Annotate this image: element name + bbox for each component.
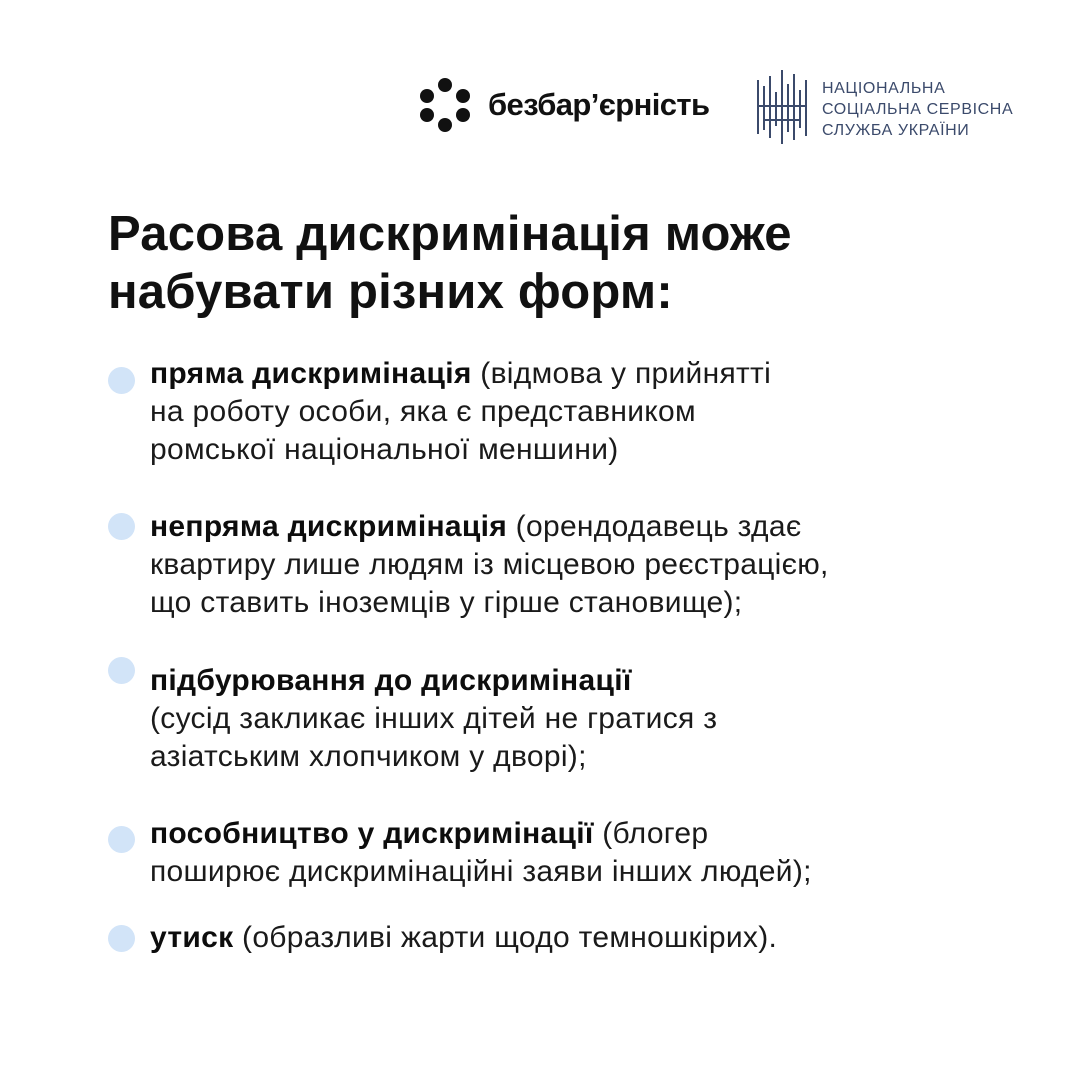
brand-name: безбар’єрність xyxy=(488,87,710,122)
item-term: підбурювання до дискримінації xyxy=(150,664,632,697)
item-desc: ромської національної меншини) xyxy=(150,433,619,466)
list-item-text xyxy=(150,662,1010,776)
item-desc: (відмова у прийнятті xyxy=(471,357,772,390)
bullet-dot-icon xyxy=(108,367,135,394)
item-term: утиск xyxy=(150,921,234,954)
list-item-text xyxy=(150,508,1010,622)
list-item-text xyxy=(150,919,1010,957)
nssu-line: СЛУЖБА УКРАЇНИ xyxy=(822,122,970,139)
item-desc: квартиру лише людям із місцевою реєстрацією, xyxy=(150,548,829,581)
title-line: Расова дискримінація може xyxy=(108,207,792,261)
nssu-emblem-icon xyxy=(754,62,814,152)
nssu-line: НАЦІОНАЛЬНА xyxy=(822,80,946,97)
page-title xyxy=(108,205,1008,321)
item-term: непряма дискримінація xyxy=(150,510,508,543)
header-logos xyxy=(418,62,1038,162)
nssu-wordmark xyxy=(822,78,1013,141)
list-item-text xyxy=(150,815,1010,891)
item-desc: що ставить іноземців у гірше становище); xyxy=(150,586,743,619)
item-term: пособництво у дискримінації xyxy=(150,817,594,850)
bullet-dot-icon xyxy=(108,657,135,684)
item-desc: (образливі жарти щодо темношкірих). xyxy=(233,921,778,954)
list-item-text xyxy=(150,355,1010,469)
bezbarernist-logo xyxy=(418,78,709,132)
item-desc: (орендодавець здає xyxy=(507,510,802,543)
title-line: набувати різних форм: xyxy=(108,265,673,319)
bullet-dot-icon xyxy=(108,925,135,952)
item-desc: на роботу особи, яка є представником xyxy=(150,395,696,428)
item-desc: азіатським хлопчиком у дворі); xyxy=(150,740,587,773)
bullet-dot-icon xyxy=(108,826,135,853)
item-desc: (блогер xyxy=(593,817,709,850)
bullet-dot-icon xyxy=(108,513,135,540)
dots-flower-icon xyxy=(418,78,472,132)
nssu-line: СОЦІАЛЬНА СЕРВІСНА xyxy=(822,101,1014,118)
item-desc: (сусід закликає інших дітей не гратися з xyxy=(150,702,718,735)
item-desc: поширює дискримінаційні заяви інших людей); xyxy=(150,855,812,888)
item-term: пряма дискримінація xyxy=(150,357,472,390)
